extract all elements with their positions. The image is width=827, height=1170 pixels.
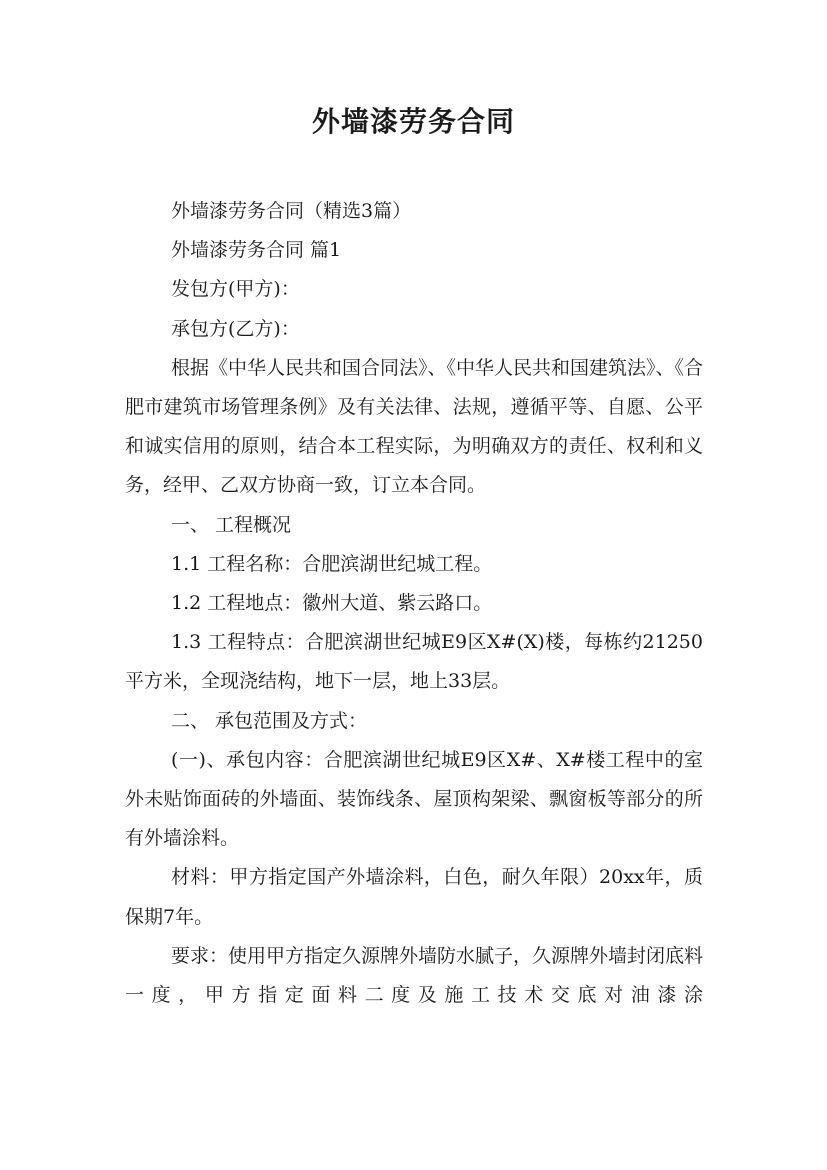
paragraph-heading-scope: 二、 承包范围及方式： <box>171 709 368 732</box>
paragraph-party-a: 发包方(甲方)： <box>171 278 300 301</box>
paragraph-section-heading: 外墙漆劳务合同 篇1 <box>171 239 342 262</box>
paragraph-project-name: 1.1 工程名称：合肥滨湖世纪城工程。 <box>171 552 493 575</box>
document-title: 外墙漆劳务合同 <box>311 105 515 138</box>
paragraph-subtitle: 外墙漆劳务合同（精选3篇） <box>171 200 412 222</box>
paragraph-project-features: 1.3 工程特点：合肥滨湖世纪城E9区X#(X)楼，每栋约21250平方米，全现浇结构，地下一层，地上33层。 <box>125 631 703 693</box>
paragraph-party-b: 承包方(乙方)： <box>171 317 300 340</box>
paragraph-materials: 材料：甲方指定国产外墙涂料，白色，耐久年限）20xx年，质保期7年。 <box>125 866 703 928</box>
document-body <box>125 192 703 1015</box>
paragraph-heading-overview: 一、 工程概况 <box>171 513 292 536</box>
paragraph-scope-content: (一)、承包内容：合肥滨湖世纪城E9区X#、X#楼工程中的室外未贴饰面砖的外墙面、装饰线条、屋顶构架梁、飘窗板等部分的所有外墙涂料。 <box>125 748 703 850</box>
paragraph-requirements: 要求：使用甲方指定久源牌外墙防水腻子，久源牌外墙封闭底料一度，甲方指定面料二度及施工技术交底对油漆涂 <box>125 944 704 1007</box>
paragraph-project-location: 1.2 工程地点：徽州大道、紫云路口。 <box>171 592 493 615</box>
paragraph-preamble: 根据《中华人民共和国合同法》、《中华人民共和国建筑法》、《合肥市建筑市场管理条例》及有关法律、法规，遵循平等、自愿、公平和诚实信用的原则，结合本工程实际，为明确双方的责任、权利和义务，经甲、乙双方协商一致，订立本合同。 <box>125 356 704 497</box>
